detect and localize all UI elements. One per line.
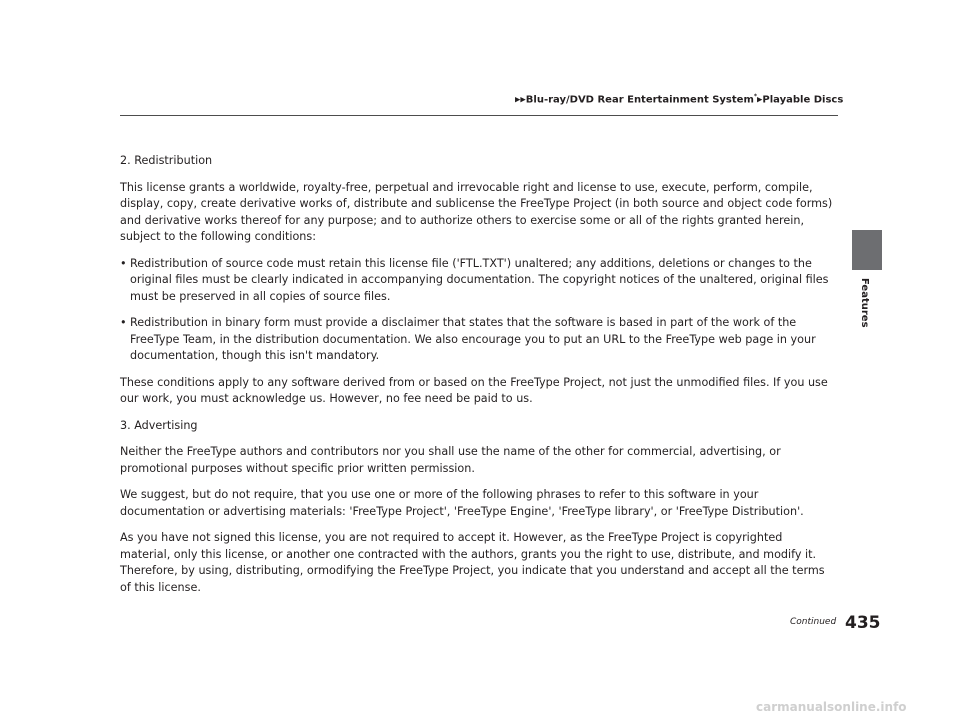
section-heading-redistribution: 2. Redistribution — [120, 154, 213, 167]
list-item-text: Redistribution in binary form must provide a disclaimer that states that the software is based in part of the work of the FreeType Team, in the distribution documentation. We also encourage you to put an URL to the FreeType web page in your documentation, though this isn't mandatory. — [130, 316, 816, 362]
breadcrumb — [515, 93, 843, 105]
breadcrumb-item-rear-entertainment: Blu-ray/DVD Rear Entertainment System — [525, 94, 754, 106]
page-number: 435 — [845, 613, 881, 633]
paragraph-license-grant: This license grants a worldwide, royalty-free, perpetual and irrevocable right and license to use, execute, perform, compile, display, copy, create derivative works of, distribute and sublicense the FreeType Project (in both source and object code forms) and derivative works thereof for any purpose; and to authorize others to exercise some or all of the rights granted herein, subject to the following conditions: — [120, 180, 833, 243]
page-content — [120, 153, 836, 606]
list-item-text: Redistribution of source code must retain this license file ('FTL.TXT') unaltered; any additions, deletions or changes to the original files must be clearly indicated in accompanying documentation. The copyright notices of the unaltered, original files must be preserved in all copies of source files. — [130, 256, 829, 303]
section-tab-label: Features — [859, 278, 870, 328]
section-tab-marker — [852, 230, 882, 270]
breadcrumb-footnote-mark: * — [753, 93, 758, 100]
paragraph-advertising: Neither the FreeType authors and contributors nor you shall use the name of the other for commercial, advertising, or promotional purposes without specific prior written permission. — [120, 445, 781, 475]
bullet-icon: • — [120, 256, 127, 270]
breadcrumb-item-playable-discs: Playable Discs — [762, 94, 844, 106]
continued-label: Continued — [790, 617, 837, 627]
header-divider — [120, 115, 838, 116]
section-heading-advertising: 3. Advertising — [120, 418, 198, 432]
watermark-text: carmanualsonline.info — [756, 700, 907, 714]
list-item — [120, 315, 836, 365]
paragraph-suggested-phrases: We suggest, but do not require, that you use one or more of the following phrases to refer to this software in your documentation or advertising materials: 'FreeType Project', 'FreeType Engine', 'FreeType library', or 'FreeType Distribution'. — [120, 488, 804, 518]
triangle-right-icon: ▶ — [757, 95, 763, 104]
paragraph-conditions: These conditions apply to any software derived from or based on the FreeType Project, not just the unmodified files. If you use our work, you must acknowledge us. However, no fee need be paid to us. — [120, 375, 828, 405]
conditions-list — [120, 256, 836, 365]
bullet-icon: • — [120, 316, 127, 329]
paragraph-acceptance: As you have not signed this license, you are not required to accept it. However, as the FreeType Project is copyrighted material, only this license, or another one contracted with the authors, grants you the right to use, distribute, and modify it. Therefore, by using, distributing, ormodifying the FreeType Project, you indicate that you understand and accept all the terms of this license. — [120, 531, 825, 594]
list-item — [120, 256, 836, 306]
triangle-right-icon: ▶▶ — [515, 95, 526, 104]
